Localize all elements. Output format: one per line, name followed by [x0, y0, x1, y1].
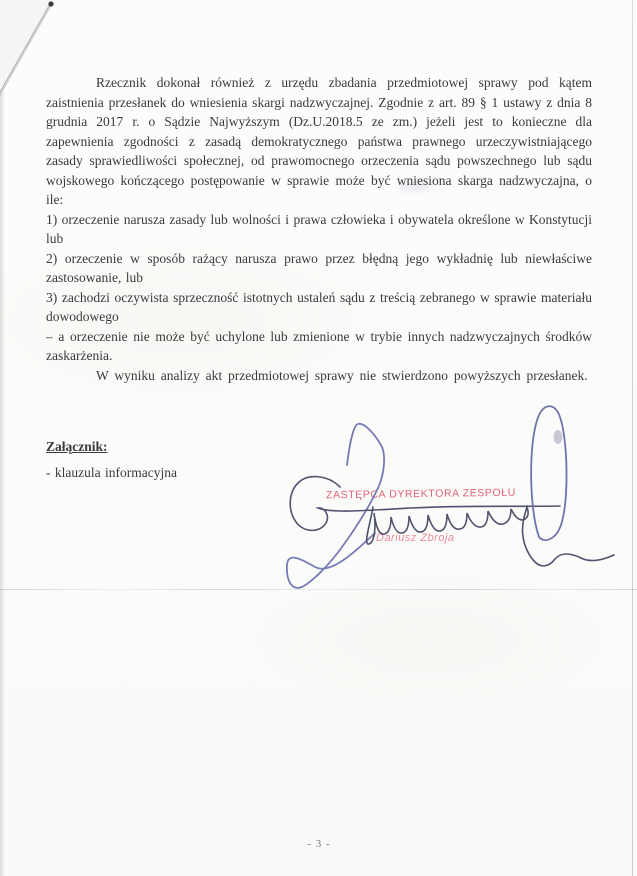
conclusion-paragraph: W wyniku analizy akt przedmiotowej sprawy nie stwierdzono powyższych przesłanek. — [96, 367, 588, 383]
attachment-heading: Załącznik: — [46, 439, 108, 454]
list-item-1: 1) orzeczenie narusza zasady lub wolności i prawa człowieka i obywatela określone w Konstytucji lub — [46, 211, 592, 246]
ink-smudge — [554, 430, 563, 444]
signature-stroke-loops — [287, 424, 384, 588]
signature-stroke-zigzag — [367, 507, 614, 566]
scan-left-edge-shadow — [0, 0, 5, 876]
list-item-2: 2) orzeczenie w sposób rażący narusza prawo przez błędną jego wykładnię lub niewłaściwe zastosowanie, lub — [46, 250, 592, 285]
attachment-item: - klauzula informacyjna — [46, 464, 177, 480]
handwritten-signature — [270, 395, 637, 609]
signature-block — [270, 395, 637, 609]
page-number: - 3 - — [307, 838, 331, 850]
signature-stroke-oval — [531, 406, 566, 540]
stamp-name-text: Dariusz Zbroja — [376, 532, 455, 544]
paragraph-main: Rzecznik dokonał również z urzędu zbadania przedmiotowej sprawy pod kątem zaistnienia przesłanek do wniesienia skargi nadzwyczajnej. Zgodnie z art. 89 § 1 ustawy z dnia 8 grudnia 2017 r. o Sądzie Najwyższym (Dz.U.2018.5 ze zm.) jeżeli jest to konieczne dla zapewnienia zgodności z zasadą demokratycznego państwa prawnego urzeczywistniającego zasady sprawiedliwości społecznej, od prawomocnego orzeczenia sądu powszechnego lub sądu wojskowego kończącego postępowanie w sprawie może być wniesiona skarga nadzwyczajna, o ile: — [46, 75, 592, 207]
list-item-3: 3) zachodzi oczywista sprzeczność istotnych ustaleń sądu z treścią zebranego w sprawie materiału dowodowego — [46, 289, 592, 324]
dash-note: – a orzeczenie nie może być uchylone lub zmienione w trybie innych nadzwyczajnych środków zaskarżenia. — [46, 328, 592, 363]
stamp-title-text: ZASTĘPCA DYREKTORA ZESPOŁU — [325, 486, 516, 502]
signature-stroke-horizontal — [290, 477, 560, 531]
